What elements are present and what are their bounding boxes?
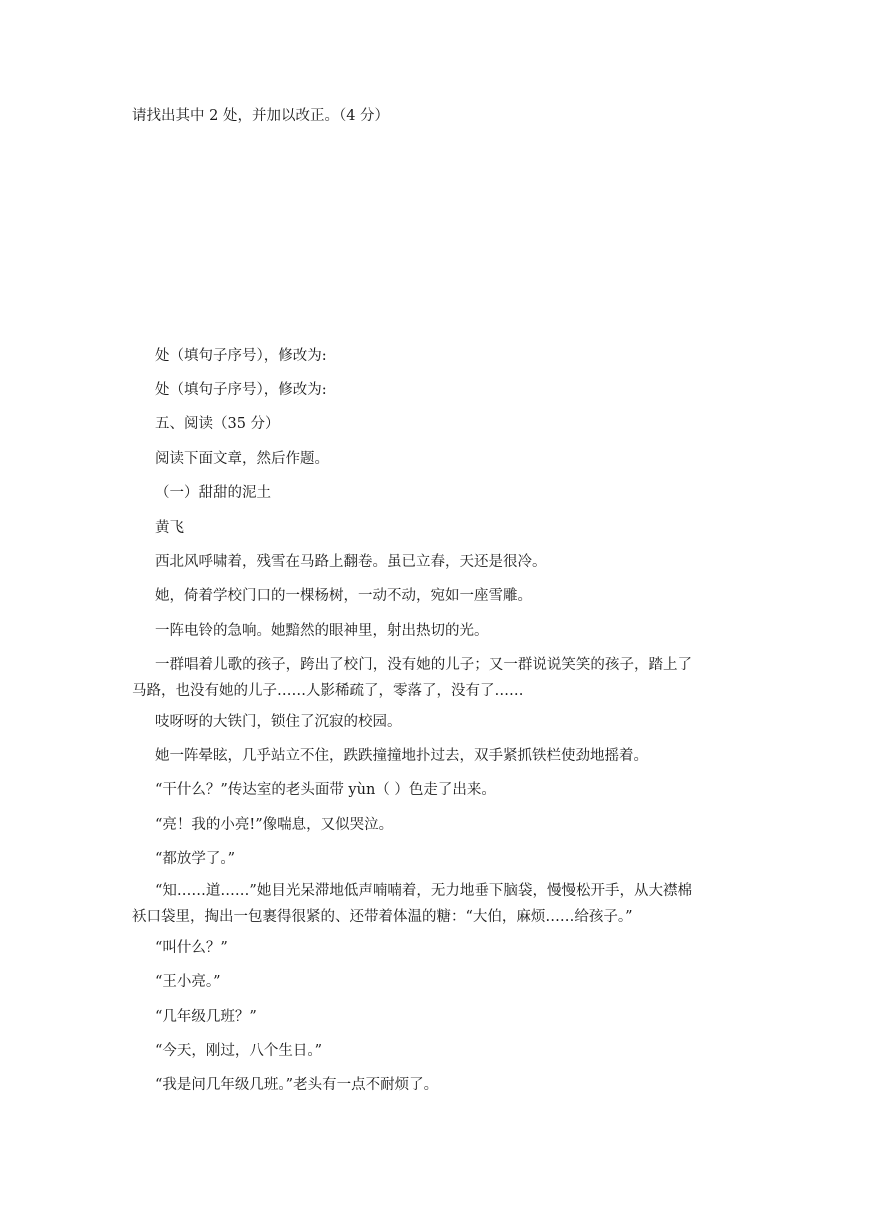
paragraph: 一群唱着儿歌的孩子，跨出了校门，没有她的儿子；又一群说说笑笑的孩子，踏上了马路，也没有她的儿子……人影稀疏了，零落了，没有了…… xyxy=(132,657,692,699)
paragraph: 西北风呼啸着，残雪在马路上翻卷。虽已立春，天还是很冷。 xyxy=(155,554,547,570)
paragraph: 一阵电铃的急响。她黯然的眼神里，射出热切的光。 xyxy=(155,623,489,639)
answer-line-2: 处（填句子序号），修改为: xyxy=(155,382,327,398)
dialogue-line: “今天，刚过，八个生日。” xyxy=(155,1043,323,1059)
section-heading: 五、阅读（35 分） xyxy=(155,416,280,432)
instruction-text: 请找出其中 2 处，并加以改正。（4 分） xyxy=(132,108,390,124)
dialogue-line: “都放学了。” xyxy=(155,851,236,867)
paragraph: 她一阵晕眩，几乎站立不住，跌跌撞撞地扑过去，双手紧抓铁栏使劲地摇着。 xyxy=(155,748,648,764)
dialogue-line: “叫什么？” xyxy=(155,940,228,956)
answer-line-1: 处（填句子序号），修改为: xyxy=(155,348,327,364)
dialogue-line: “干什么？”传达室的老头面带 yùn（ ）色走了出来。 xyxy=(155,782,496,798)
paragraph: “知……道……”她目光呆滞地低声喃喃着，无力地垂下脑袋，慢慢松开手，从大襟棉袄口袋里，掏出一包裹得很紧的、还带着体温的糖：“大伯，麻烦……给孩子。” xyxy=(132,883,692,925)
dialogue-line: “我是问几年级几班。”老头有一点不耐烦了。 xyxy=(155,1077,439,1093)
dialogue-line: “几年级几班？” xyxy=(155,1009,257,1025)
dialogue-line: “王小亮。” xyxy=(155,974,221,990)
passage-title: （一）甜甜的泥土 xyxy=(155,485,271,501)
dialogue-line: “亮！我的小亮!”像喘息，又似哭泣。 xyxy=(155,817,394,833)
reading-prompt: 阅读下面文章，然后作题。 xyxy=(155,451,329,467)
paragraph: 吱呀呀的大铁门，锁住了沉寂的校园。 xyxy=(155,714,402,730)
paragraph: 她，倚着学校门口的一棵杨树，一动不动，宛如一座雪雕。 xyxy=(155,588,532,604)
passage-author: 黄飞 xyxy=(155,520,184,536)
